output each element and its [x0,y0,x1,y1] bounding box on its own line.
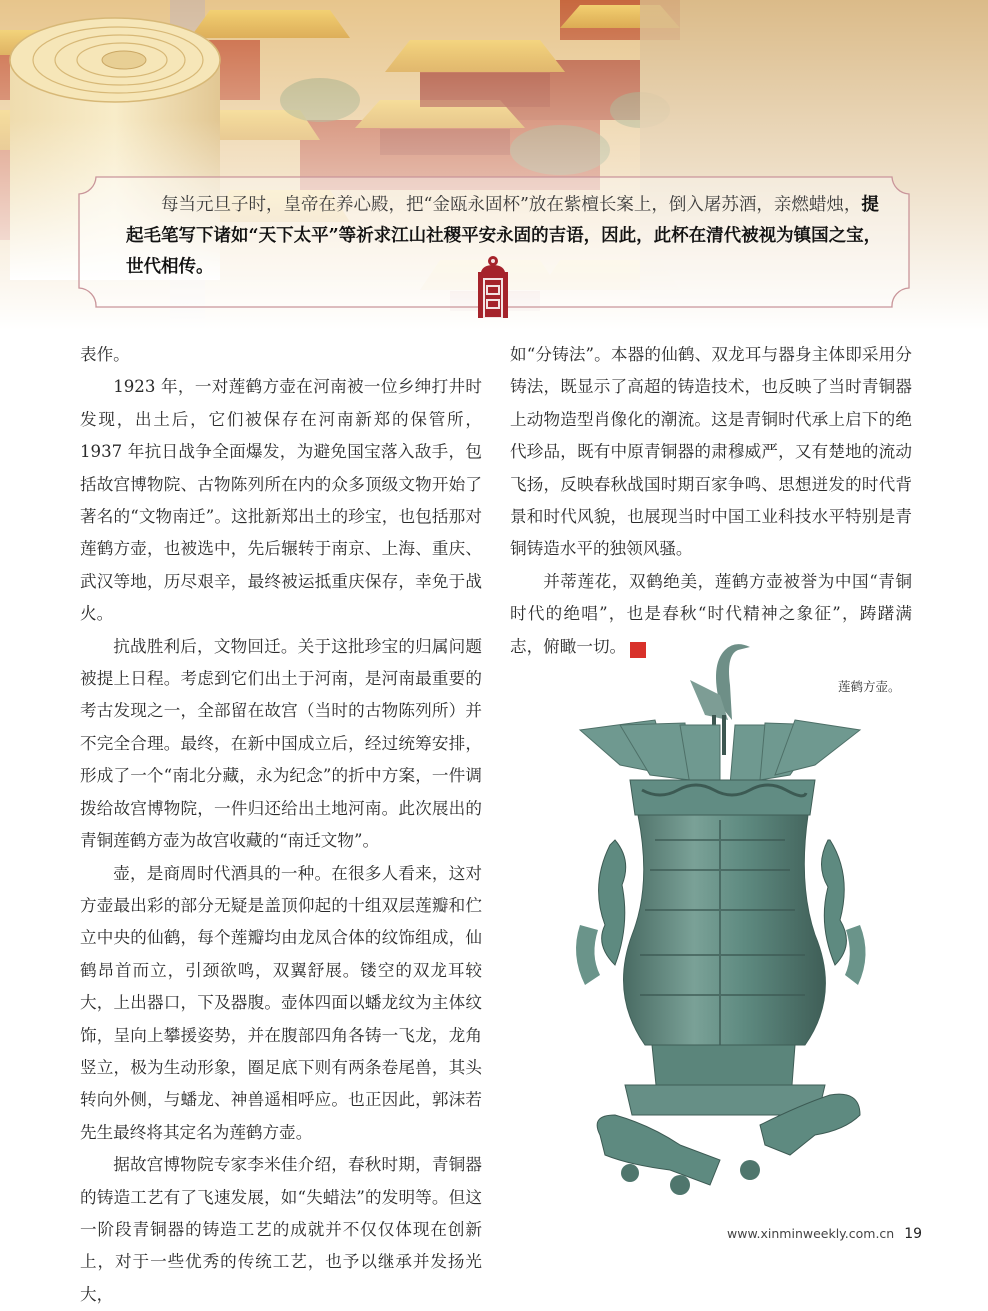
paragraph: 如“分铸法”。本器的仙鹤、双龙耳与器身主体即采用分铸法，既显示了高超的铸造技术，也反映了当时青铜器上动物造型肖像化的潮流。这是青铜时代承上启下的绝代珍品，既有中原青铜器的肃穆威严，又有楚地的流动飞扬，反映春秋战国时期百家争鸣、思想迸发的时代背景和时代风貌，也展现当时中国工业科技水平特别是青铜铸造水平的独领风骚。 [510,345,912,559]
article-column-left [80,339,482,1311]
paragraph: 壶，是商周时代酒具的一种。在很多人看来，这对方壶最出彩的部分无疑是盖顶仰起的十组双层莲瓣和伫立中央的仙鹤，每个莲瓣均由龙凤合体的纹饰组成，仙鹤昂首而立，引颈欲鸣，双翼舒展。镂空的双龙耳较大，上出器口，下及器腹。壶体四面以蟠龙纹为主体纹饰，呈向上攀援姿势，并在腹部四角各铸一飞龙，龙角竖立，极为生动形象，圈足底下则有两条卷尾兽，其头转向外侧，与蟠龙、神兽遥相呼应。也正因此，郭沫若先生最终将其定名为莲鹤方壶。 [80,863,482,1142]
bronze-vessel-photo-icon [560,625,880,1215]
pull-quote-lead: 每当元旦子时，皇帝在养心殿，把“金瓯永固杯”放在紫檀长案上，倒入屠苏酒，亲燃蜡烛， [161,195,862,215]
paragraph: 抗战胜利后，文物回迁。关于这批珍宝的归属问题被提上日程。考虑到它们出土于河南，是河南最重要的考古发现之一，全部留在故宫（当时的古物陈列所）并不完全合理。最终，在新中国成立后，经过统筹安排，形成了一个“南北分藏，永为纪念”的折中方案，一件调拨给故宫博物院，一件归还给出土地河南。此次展出的青铜莲鹤方壶为故宫收藏的“南迁文物”。 [80,636,482,851]
paragraph: 据故宫博物院专家李米佳介绍，春秋时期，青铜器的铸造工艺有了飞速发展，如“失蜡法”的发明等。但这一阶段青铜器的铸造工艺的成就并不仅仅体现在创新上，对于一些优秀的传统工艺，也予以继承并发扬光大， [80,1155,482,1304]
palace-emblem-icon [475,252,511,318]
page-footer [727,1226,922,1242]
article-column-right [510,339,912,663]
end-mark-icon: 民 [630,642,646,658]
paragraph: 表作。 [80,345,130,364]
paragraph-text: 并蒂莲花，双鹤绝美，莲鹤方壶被誉为中国“青铜时代的绝唱”，也是春秋“时代精神之象征”，踌躇满志，俯瞰一切。 [510,571,912,656]
pull-quote-emphasis: 提起毛笔写下诸如“天下太平”等祈求江山社稷平安永固的吉语，因此，此杯在清代被视为镇国之宝，世代相传。 [126,195,882,277]
figure-caption: 莲鹤方壶。 [838,679,901,694]
paragraph: 1923 年，一对莲鹤方壶在河南被一位乡绅打井时发现，出土后，它们被保存在河南新郑的保管所，1937 年抗日战争全面爆发，为避免国宝落入敌手，包括故宫博物院、古物陈列所在内的众多顶级文物开始了著名的“文物南迁”。这批新郑出土的珍宝，也包括那对莲鹤方壶，也被选中，先后辗转于南京、上海、重庆、武汉等地，历尽艰辛，最终被运抵重庆保存，幸免于战火。 [80,377,482,624]
footer-url[interactable]: www.xinminweekly.com.cn [727,1226,895,1241]
page-number: 19 [904,1226,923,1242]
